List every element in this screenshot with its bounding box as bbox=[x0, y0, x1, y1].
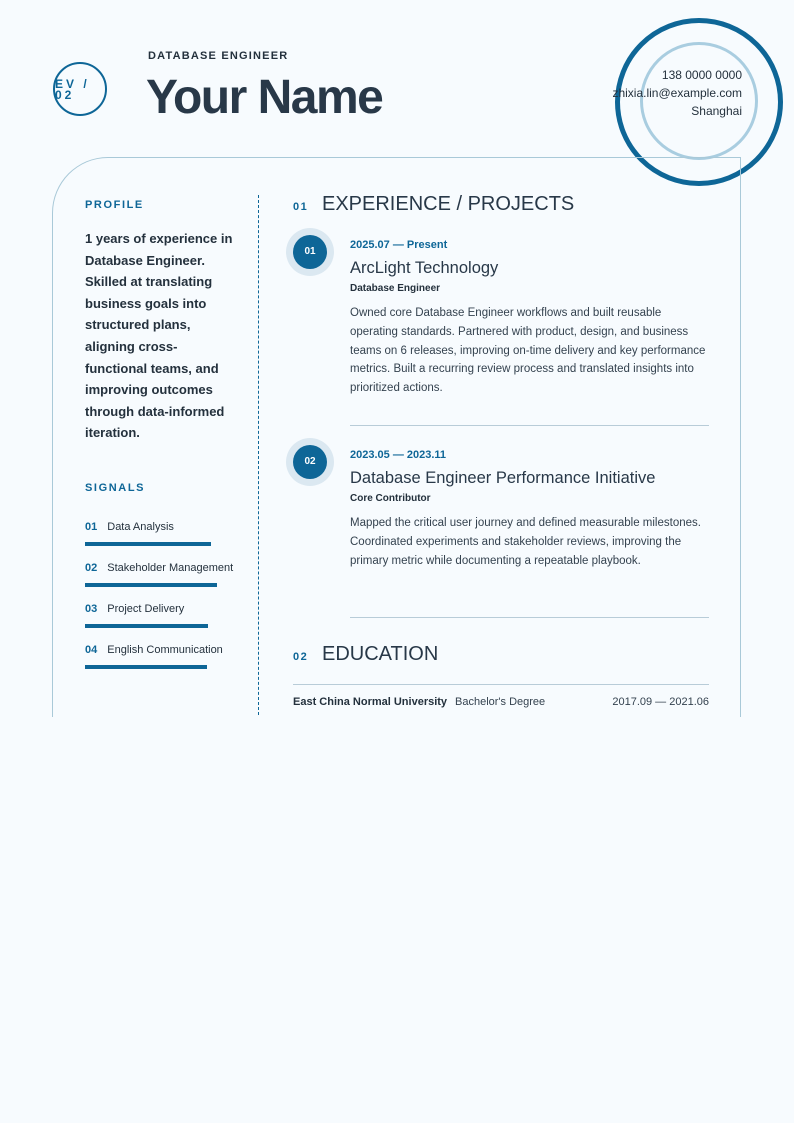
signals-heading: SIGNALS bbox=[85, 482, 146, 494]
signal-item bbox=[85, 640, 235, 669]
profile-heading: PROFILE bbox=[85, 199, 144, 211]
signal-label: Stakeholder Management bbox=[107, 562, 234, 574]
timeline-index: 01 bbox=[293, 235, 327, 269]
signal-item bbox=[85, 517, 235, 546]
signal-number: 01 bbox=[85, 521, 98, 533]
section-number: 02 bbox=[293, 651, 309, 663]
entry-separator bbox=[350, 425, 709, 426]
entry-role: Core Contributor bbox=[350, 493, 431, 504]
education-dates: 2017.09 — 2021.06 bbox=[612, 696, 709, 708]
section-title-education: EDUCATION bbox=[322, 643, 439, 665]
badge-circle bbox=[53, 62, 107, 116]
contact-email: zhixia.lin@example.com bbox=[612, 86, 742, 100]
education-school: East China Normal University bbox=[293, 696, 448, 708]
education-degree: Bachelor's Degree bbox=[455, 696, 546, 708]
entry-separator bbox=[350, 617, 709, 618]
signal-item bbox=[85, 599, 235, 628]
section-title-experience: EXPERIENCE / PROJECTS bbox=[322, 193, 575, 215]
column-divider bbox=[258, 195, 259, 715]
signal-bar bbox=[85, 583, 217, 587]
signal-item bbox=[85, 558, 235, 587]
entry-description: Owned core Database Engineer workflows and built reusable operating standards. Partnered with product, design, and business teams on 6 releases, improving on-time delivery and key performance metrics. Built a recurring review process and translated insights into prioritized actions. bbox=[350, 307, 706, 395]
profile-text: 1 years of experience in Database Engineer. Skilled at translating business goals into structured plans, aligning cross-functional teams, and improving outcomes through data-informed iteration. bbox=[85, 231, 233, 441]
entry-date: 2023.05 — 2023.11 bbox=[350, 449, 447, 461]
signal-label: Data Analysis bbox=[107, 521, 174, 533]
timeline-marker bbox=[286, 438, 334, 486]
education-separator bbox=[293, 684, 709, 685]
experience-entry bbox=[350, 449, 710, 570]
badge-text: EV / 02 bbox=[55, 77, 90, 102]
job-title: DATABASE ENGINEER bbox=[148, 50, 289, 62]
entry-company: ArcLight Technology bbox=[350, 259, 499, 277]
signal-number: 04 bbox=[85, 644, 98, 656]
contact-city: Shanghai bbox=[691, 104, 742, 118]
signal-bar bbox=[85, 624, 208, 628]
signal-label: English Communication bbox=[107, 644, 223, 656]
entry-company: Database Engineer Performance Initiative bbox=[350, 469, 656, 487]
signal-label: Project Delivery bbox=[107, 603, 185, 615]
signals-list bbox=[85, 517, 235, 681]
contact-phone: 138 0000 0000 bbox=[661, 68, 742, 82]
timeline-index: 02 bbox=[293, 445, 327, 479]
candidate-name: Your Name bbox=[146, 71, 383, 124]
contact-block bbox=[612, 66, 742, 120]
timeline-marker bbox=[286, 228, 334, 276]
signal-bar bbox=[85, 665, 207, 669]
entry-role: Database Engineer bbox=[350, 283, 441, 294]
section-number: 01 bbox=[293, 201, 309, 213]
entry-date: 2025.07 — Present bbox=[350, 239, 448, 251]
experience-entry bbox=[350, 239, 710, 398]
entry-description: Mapped the critical user journey and defined measurable milestones. Coordinated experiments and stakeholder reviews, improving the primary metric while documenting a repeatable playbook. bbox=[350, 517, 701, 567]
signal-bar bbox=[85, 542, 211, 546]
signal-number: 02 bbox=[85, 562, 98, 574]
signal-number: 03 bbox=[85, 603, 98, 615]
